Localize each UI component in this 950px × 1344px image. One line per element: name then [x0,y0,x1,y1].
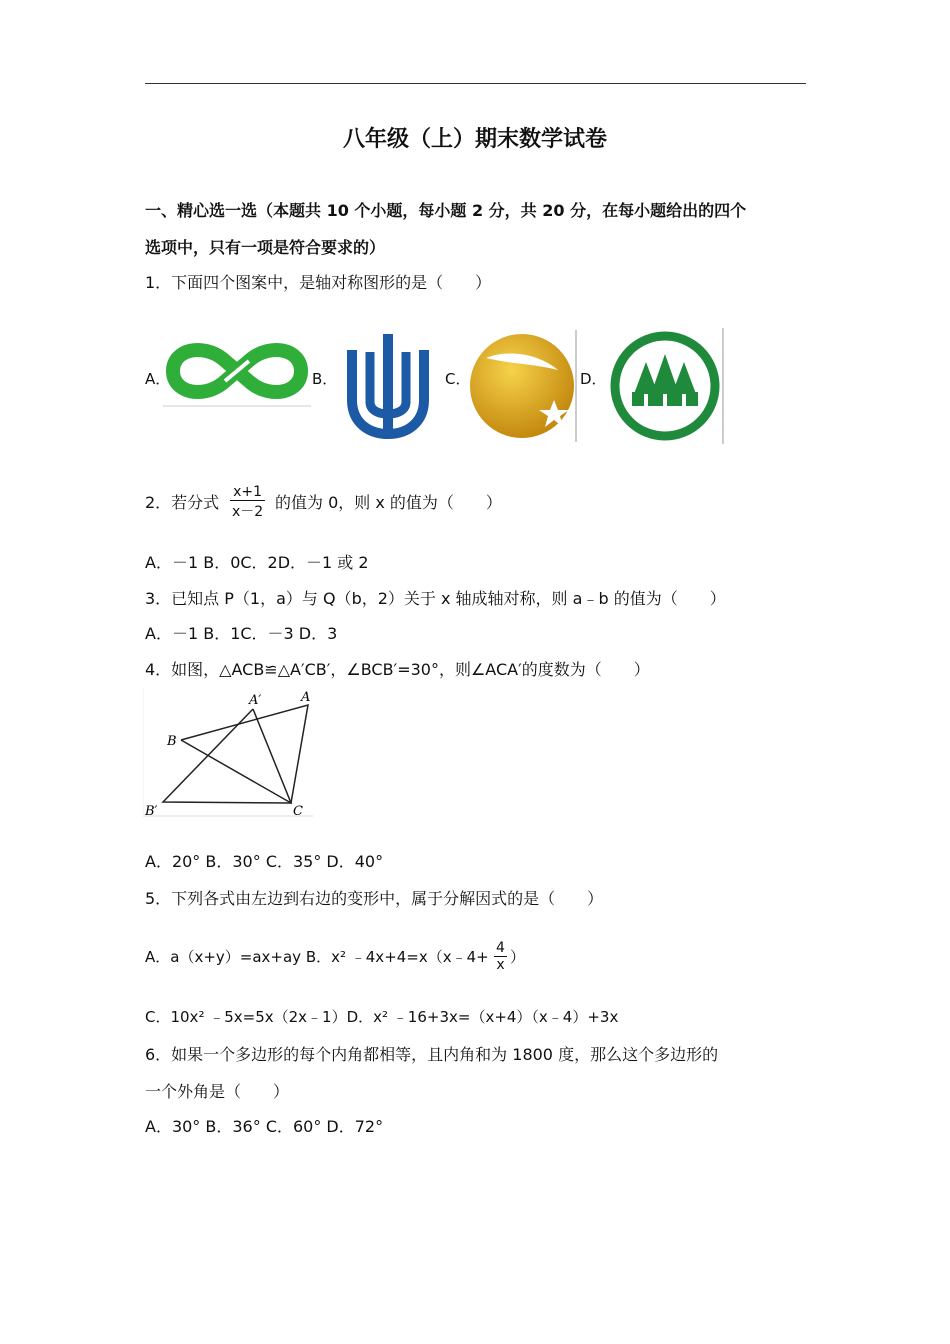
q2-stem-a: 2．若分式 [145,493,220,512]
label-b-prime: B′ [145,804,158,819]
q6-options: A．30° B．36° C．60° D．72° [145,1117,384,1136]
q2-options: A．－1 B．0C．2D．－1 或 2 [145,553,369,572]
q5-fraction-denominator: x [496,957,505,973]
q2-fraction-numerator: x+1 [230,484,265,501]
q1-option-c-label: C． [445,370,471,388]
triangle-a-prime-c-b-prime [163,709,291,803]
label-c: C [293,804,303,819]
label-a-prime: A′ [249,693,262,708]
q1-stem: 1．下面四个图案中，是轴对称图形的是（ ） [145,273,492,292]
q2-stem-b: 的值为 0，则 x 的值为（ ） [275,493,502,512]
q2-fraction [230,484,265,521]
q1-option-b-label: B． [312,370,338,388]
section-heading-line2: 选项中，只有一项是符合要求的） [145,238,386,257]
q6-stem-line2: 一个外角是（ ） [145,1082,290,1101]
q5-options-a-b-left: A．a（x+y）=ax+ay B．x² ﹣4x+4=x（x﹣4+ [145,948,489,966]
q4-triangle-figure [143,688,313,820]
q5-fraction [494,940,507,973]
q5-stem: 5．下列各式由左边到右边的变形中，属于分解因式的是（ ） [145,889,604,908]
header-rule [145,83,806,84]
triangle-acb [181,705,308,803]
q3-options: A．－1 B．1C．－3 D．3 [145,624,338,643]
q5-options-c-d: C．10x² ﹣5x=5x（2x﹣1）D．x² ﹣16+3x=（x+4）（x﹣4）+3x [145,1008,619,1026]
page-title: 八年级（上）期末数学试卷 [342,127,607,152]
section-heading-line1: 一、精心选一选（本题共 10 个小题，每小题 2 分，共 20 分，在每小题给出的四个 [145,201,747,220]
q4-stem: 4．如图，△ACB≌△A′CB′，∠BCB′=30°，则∠ACA′的度数为（ ） [145,660,650,679]
q3-stem: 3．已知点 P（1，a）与 Q（b，2）关于 x 轴成轴对称，则 a﹣b 的值为（ ） [145,589,726,608]
label-b: B [167,734,177,749]
q1-option-a-label: A． [145,370,171,388]
green-infinity-logo-icon [163,335,311,407]
q4-options: A．20° B．30° C．35° D．40° [145,852,384,871]
q5-options-a-b-right: ） [510,948,526,966]
blue-tulip-logo-icon [340,330,436,442]
q5-fraction-numerator: 4 [496,940,505,956]
q6-stem-line1: 6．如果一个多边形的每个内角都相等，且内角和为 1800 度，那么这个多边形的 [145,1045,719,1064]
label-a: A [301,690,311,705]
green-trees-circle-logo-icon [606,328,724,444]
q1-option-d-label: D． [580,370,607,388]
gold-sphere-star-logo-icon [466,330,578,442]
q2-fraction-denominator: x－2 [232,504,264,520]
